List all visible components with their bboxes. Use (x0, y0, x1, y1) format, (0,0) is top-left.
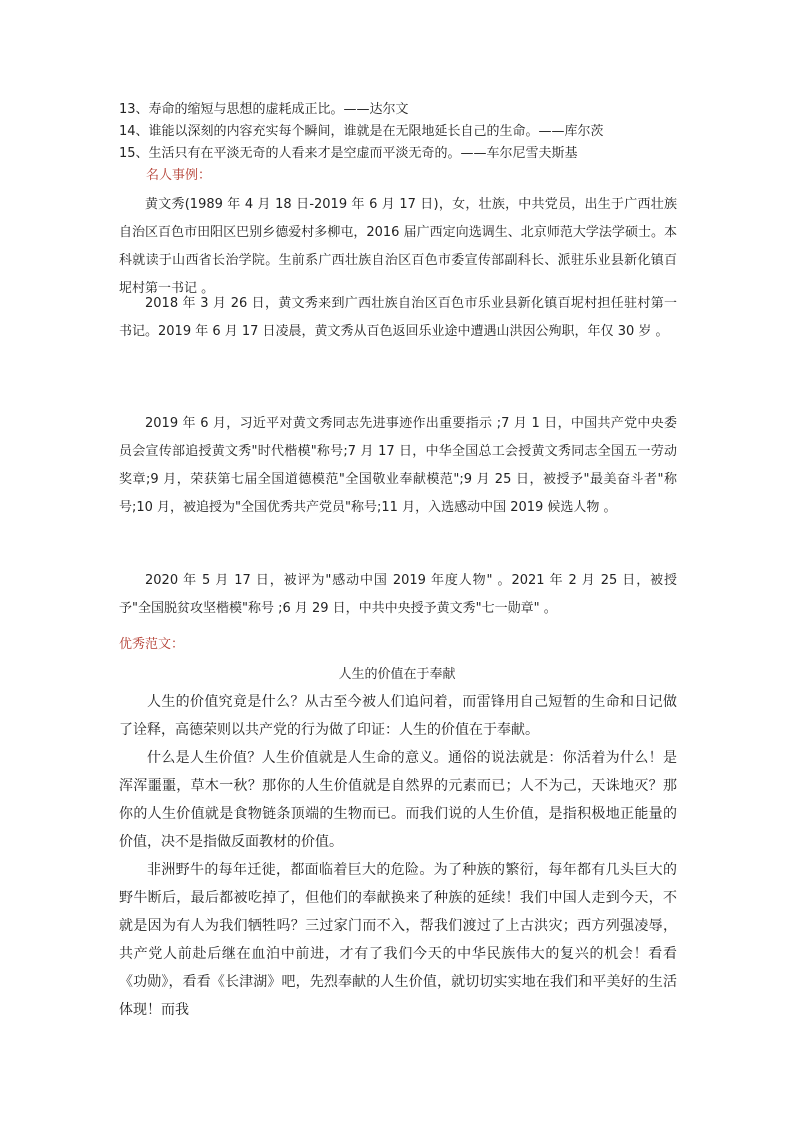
quote-14: 14、谁能以深刻的内容充实每个瞬间，谁就是在无限地延长自己的生命。——库尔茨 (119, 124, 604, 139)
quote-15: 15、生活只有在平淡无奇的人看来才是空虚而平淡无奇的。——车尔尼雪夫斯基 (119, 146, 578, 161)
quote-list (119, 99, 679, 165)
example-paragraph: 黄文秀(1989 年 4 月 18 日-2019 年 6 月 17 日)，女，壮族，中共党员，出生于广西壮族自治区百色市田阳区巴别乡德爱村多柳屯，2016 届广西定向选调生、北京师范大学法学硕士。本科就读于山西省长治学院。生前系广西壮族自治区百色市委宣传部副科长、派驻乐业县新化镇百坭村第一书记 。 (119, 197, 677, 296)
example-section-label: 名人事例： (146, 168, 212, 183)
quote-13: 13、寿命的缩短与思想的虚耗成正比。——达尔文 (119, 102, 409, 117)
essay-paragraph: 非洲野牛的每年迁徙，都面临着巨大的危险。为了种族的繁衍，每年都有几头巨大的野牛断后，最后都被吃掉了，但他们的奉献换来了种族的延续！我们中国人走到今天，不就是因为有人为我们牺牲吗？三过家门而不入，帮我们渡过了上古洪灾；西方列强凌辱，共产党人前赴后继在血泊中前进，才有了我们今天的中华民族伟大的复兴的机会！看看《功勋》，看看《长津湖》吧，先烈奉献的人生价值，就切切实实地在我们和平美好的生活体现！而我 (119, 862, 677, 1018)
example-paragraph: 2018 年 3 月 26 日，黄文秀来到广西壮族自治区百色市乐业县新化镇百坭村担任驻村第一书记。2019 年 6 月 17 日凌晨，黄文秀从百色返回乐业途中遭遇山洪因公殉职，年仅 30 岁 。 (119, 296, 677, 339)
essay-title: 人生的价值在于奉献 (338, 667, 456, 682)
essay-section-label: 优秀范文： (119, 637, 185, 652)
essay-body (119, 688, 677, 1024)
essay-paragraph: 什么是人生价值？人生价值就是人生命的意义。通俗的说法就是：你活着为什么！是浑浑噩噩，草木一秋？那你的人生价值就是自然界的元素而已；人不为己，天诛地灭？那你的人生价值就是食物链条顶端的生物而已。而我们说的人生价值，是指积极地正能量的价值，决不是指做反面教材的价值。 (119, 750, 677, 850)
example-paragraph: 2020 年 5 月 17 日，被评为"感动中国 2019 年度人物" 。2021 年 2 月 25 日，被授予"全国脱贫攻坚楷模"称号 ;6 月 29 日，中共中央授予黄文秀"七一勋章" 。 (119, 573, 677, 616)
example-paragraph: 2019 年 6 月，习近平对黄文秀同志先进事迹作出重要指示 ;7 月 1 日，中国共产党中央委员会宣传部追授黄文秀"时代楷模"称号;7 月 17 日，中华全国总工会授黄文秀同志全国五一劳动奖章;9 月，荣获第七届全国道德模范"全国敬业奉献模范";9 月 25 日，被授予"最美奋斗者"称号;10 月，被追授为"全国优秀共产党员"称号;11 月，入选感动中国 2019 候选人物 。 (119, 416, 677, 515)
essay-paragraph: 人生的价值究竟是什么？从古至今被人们追问着，而雷锋用自己短暂的生命和日记做了诠释，高德荣则以共产党的行为做了印证：人生的价值在于奉献。 (119, 694, 677, 738)
